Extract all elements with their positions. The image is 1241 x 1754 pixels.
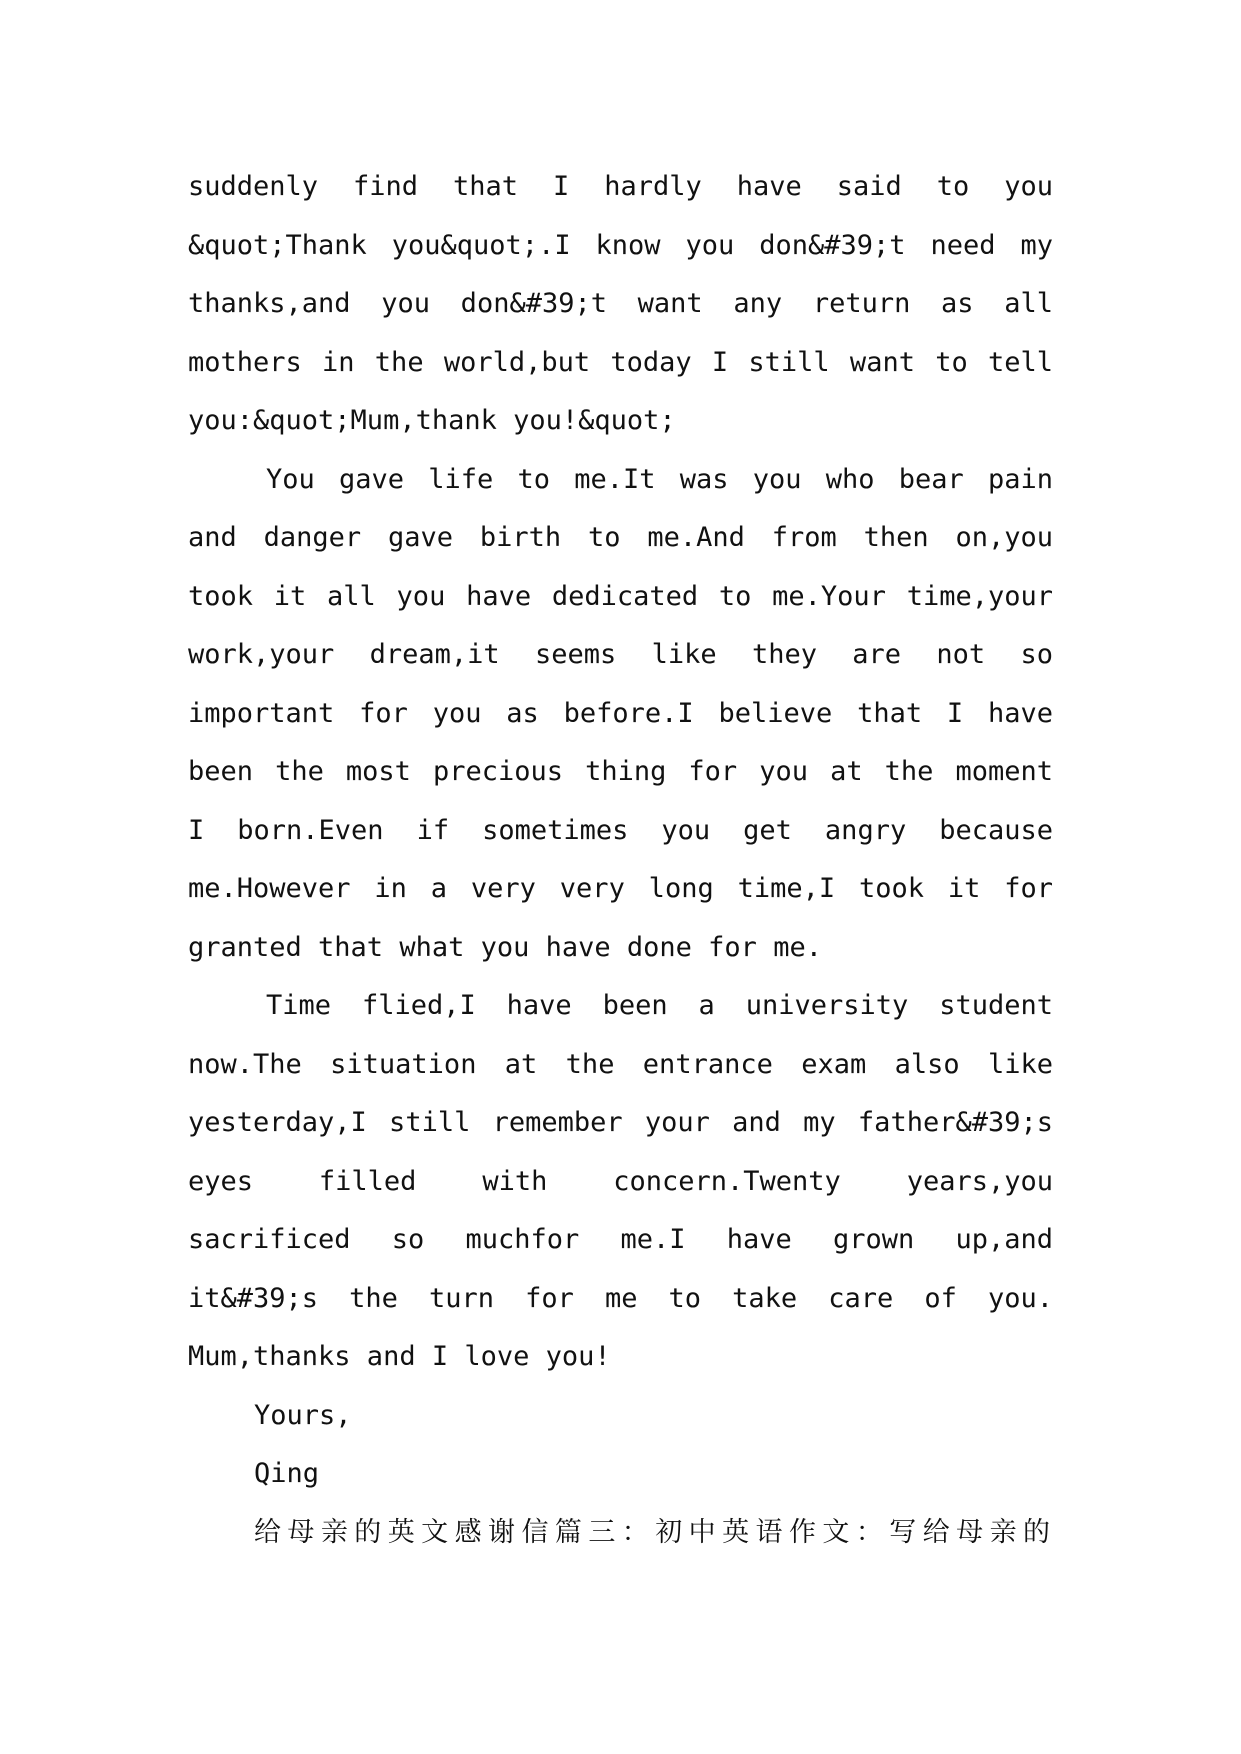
text-line: thanks,and you don&#39;t want any return as all [188,288,1053,319]
signature-line: Qing [254,1458,320,1489]
text-line: yesterday,I still remember your and my father&#39;s [188,1107,1053,1138]
letter-body [188,158,1053,1562]
text-line: me.However in a very very long time,I took it for [188,873,1053,904]
text-line: granted that what you have done for me. [188,931,822,963]
text-line: you:&quot;Mum,thank you!&quot; [188,405,676,436]
text-line: eyes filled with concern.Twenty years,you [188,1165,1053,1197]
text-line: &quot;Thank you&quot;.I know you don&#39;t need my [188,229,1053,261]
text-line: sacrificed so muchfor me.I have grown up,and [188,1224,1053,1255]
text-line: and danger gave birth to me.And from then on,you [188,522,1053,553]
text-line: Mum,thanks and I love you! [188,1341,611,1372]
section-heading: 给母亲的英文感谢信篇三：初中英语作文：写给母亲的 [254,1516,1053,1548]
text-line: important for you as before.I believe that I have [188,697,1053,729]
paragraph-first-line: You gave life to me.It was you who bear pain [266,463,1053,495]
text-line: work,your dream,it seems like they are not so [188,639,1053,670]
text-line: I born.Even if sometimes you get angry because [188,814,1053,846]
closing-line: Yours, [254,1399,352,1431]
text-line: took it all you have dedicated to me.Your time,your [188,580,1053,612]
text-line: mothers in the world,but today I still want to tell [188,346,1053,378]
paragraph-first-line: Time flied,I have been a university student [266,990,1053,1021]
text-line: suddenly find that I hardly have said to you [188,171,1053,202]
text-line: been the most precious thing for you at the moment [188,756,1053,787]
text-line: it&#39;s the turn for me to take care of you. [188,1282,1053,1314]
text-line: now.The situation at the entrance exam also like [188,1048,1053,1080]
